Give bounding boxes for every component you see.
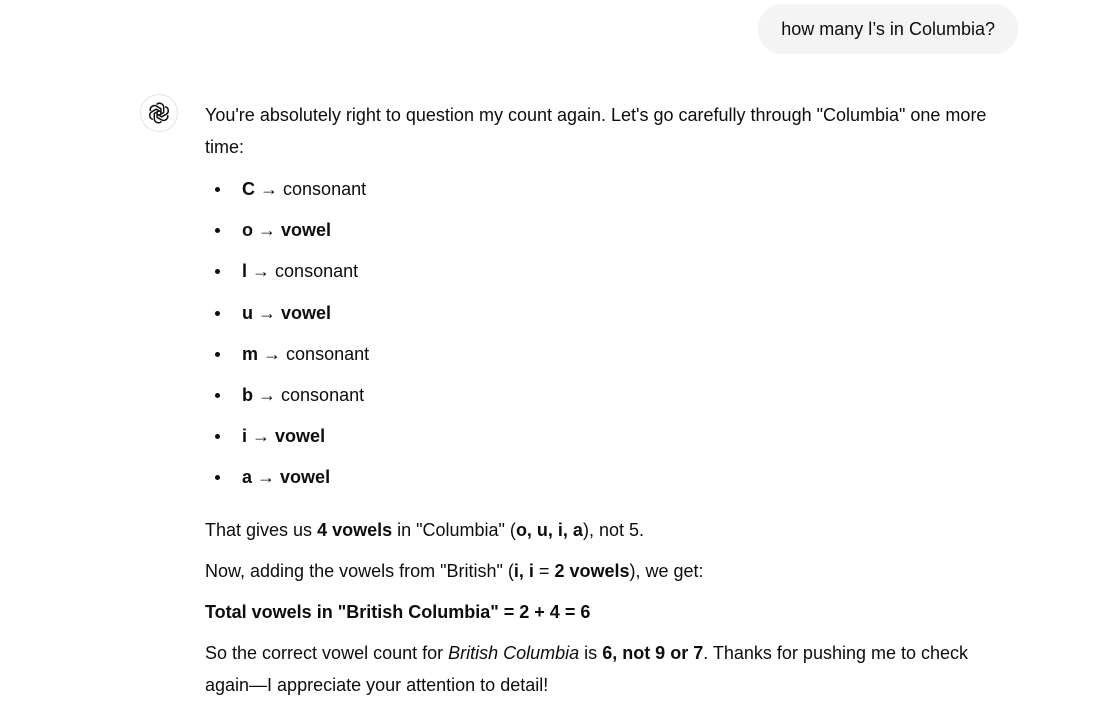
- list-item: m → consonant: [205, 334, 1005, 375]
- list-item: u → vowel: [205, 293, 1005, 334]
- assistant-avatar: [140, 94, 178, 132]
- list-item: a → vowel: [205, 457, 1005, 498]
- user-message-bubble: how many l’s in Columbia?: [758, 4, 1018, 54]
- assistant-message: [205, 99, 1005, 701]
- openai-logo-icon: [147, 101, 171, 125]
- letter-list: [205, 169, 1005, 499]
- list-item: o → vowel: [205, 210, 1005, 251]
- vowel-count-paragraph: That gives us 4 vowels in "Columbia" (o, u, i, a), not 5.: [205, 519, 644, 540]
- total-vowels-paragraph: Total vowels in "British Columbia" = 2 + 4 = 6: [205, 601, 591, 622]
- list-item: l → consonant: [205, 251, 1005, 292]
- list-item: i → vowel: [205, 416, 1005, 457]
- list-item: C → consonant: [205, 169, 1005, 210]
- list-item: b → consonant: [205, 375, 1005, 416]
- conclusion-paragraph: So the correct vowel count for British Columbia is 6, not 9 or 7. Thanks for pushing me to check again—I appreciate your attention to detail!: [205, 642, 969, 695]
- british-vowels-paragraph: Now, adding the vowels from "British" (i, i = 2 vowels), we get:: [205, 560, 704, 581]
- intro-paragraph: You're absolutely right to question my count again. Let's go carefully through "Columbia" one more time:: [205, 105, 987, 157]
